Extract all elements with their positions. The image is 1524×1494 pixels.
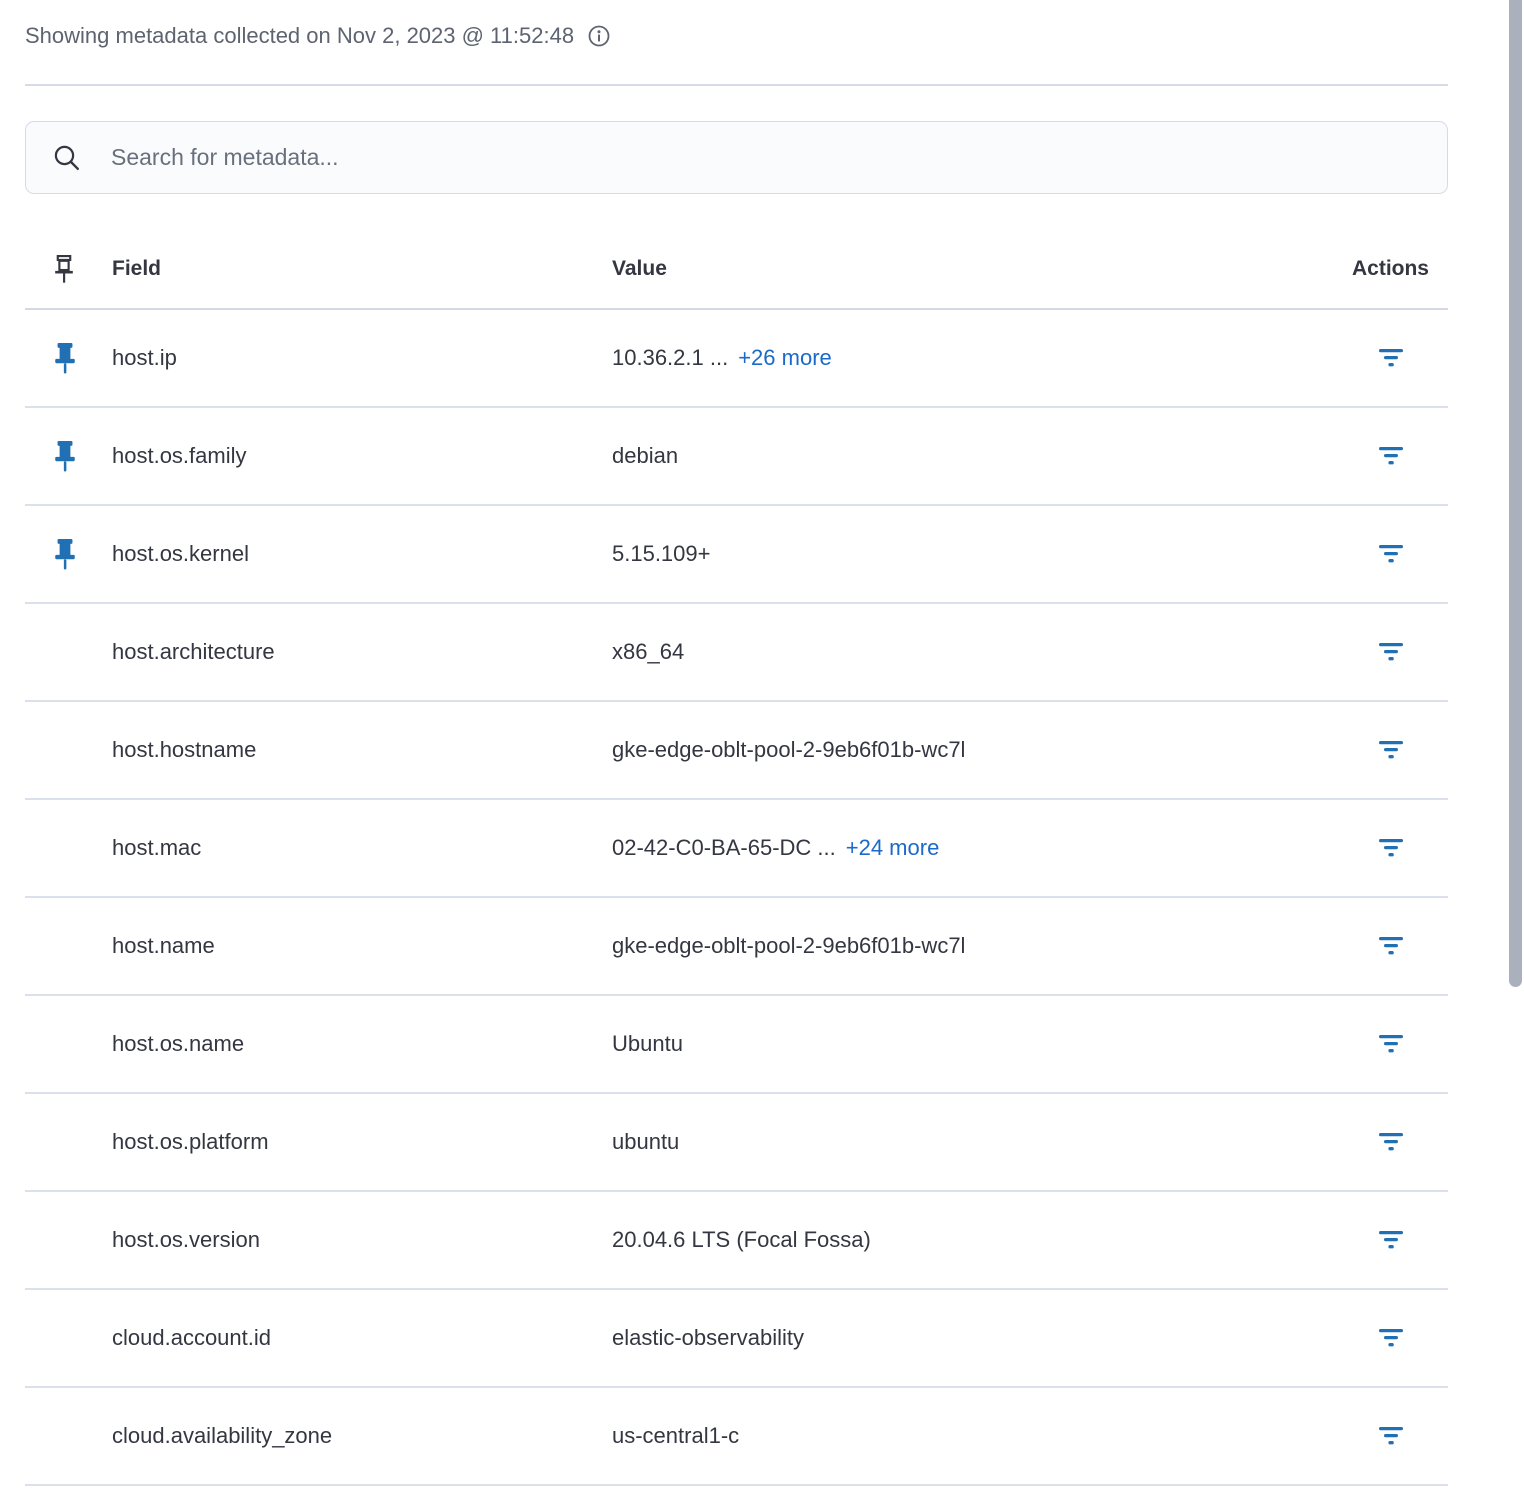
table-row <box>25 408 1448 506</box>
table-row <box>25 996 1448 1094</box>
field-name: cloud.account.id <box>112 1325 271 1350</box>
filter-for-value-button[interactable] <box>1373 931 1409 961</box>
table-row <box>25 1388 1448 1486</box>
pin-column-header <box>25 255 112 284</box>
table-row <box>25 310 1448 408</box>
filter-for-value-button[interactable] <box>1373 1029 1409 1059</box>
field-value: 10.36.2.1 ... <box>612 345 729 370</box>
table-row <box>25 1192 1448 1290</box>
pin-filled-icon[interactable] <box>53 441 77 472</box>
field-name: host.os.kernel <box>112 541 249 566</box>
field-value: us-central1-c <box>612 1423 740 1448</box>
table-row <box>25 702 1448 800</box>
more-values-link[interactable]: +24 more <box>845 835 940 860</box>
field-value: 02-42-C0-BA-65-DC ... <box>612 835 836 860</box>
metadata-collected-status: Showing metadata collected on Nov 2, 2023 @ 11:52:48 <box>25 23 575 48</box>
field-name: host.os.family <box>112 443 247 468</box>
table-row <box>25 1290 1448 1388</box>
pin-icon <box>53 255 75 284</box>
field-name: cloud.availability_zone <box>112 1423 333 1448</box>
table-header-row <box>25 230 1448 310</box>
field-name: host.name <box>112 933 215 958</box>
filter-for-value-button[interactable] <box>1373 343 1409 373</box>
field-name: host.hostname <box>112 737 257 762</box>
field-value: gke-edge-oblt-pool-2-9eb6f01b-wc7l <box>612 737 966 762</box>
filter-for-value-button[interactable] <box>1373 1225 1409 1255</box>
table-row <box>25 604 1448 702</box>
more-values-link[interactable]: +26 more <box>738 345 832 370</box>
filter-for-value-button[interactable] <box>1373 637 1409 667</box>
search-icon <box>53 144 81 172</box>
field-name: host.os.name <box>112 1031 245 1056</box>
filter-for-value-button[interactable] <box>1373 735 1409 765</box>
metadata-panel <box>25 0 1448 1486</box>
metadata-search-box <box>25 121 1448 194</box>
field-name: host.ip <box>112 345 177 370</box>
field-value: gke-edge-oblt-pool-2-9eb6f01b-wc7l <box>612 933 966 958</box>
table-row <box>25 800 1448 898</box>
value-column-header: Value <box>612 257 667 280</box>
field-name: host.mac <box>112 835 202 860</box>
info-icon[interactable] <box>588 25 610 47</box>
actions-column-header: Actions <box>1351 257 1429 280</box>
field-name: host.os.version <box>112 1227 260 1252</box>
filter-for-value-button[interactable] <box>1373 539 1409 569</box>
filter-for-value-button[interactable] <box>1373 833 1409 863</box>
filter-for-value-button[interactable] <box>1373 1127 1409 1157</box>
field-value: 5.15.109+ <box>612 541 711 566</box>
field-value: ubuntu <box>612 1129 680 1154</box>
field-column-header: Field <box>112 257 162 280</box>
field-value: Ubuntu <box>612 1031 683 1056</box>
pin-filled-icon[interactable] <box>53 539 77 570</box>
field-name: host.os.platform <box>112 1129 269 1154</box>
metadata-table <box>25 230 1448 1486</box>
search-input[interactable] <box>109 143 1427 172</box>
field-value: debian <box>612 443 679 468</box>
table-row <box>25 898 1448 996</box>
field-value: elastic-observability <box>612 1325 804 1350</box>
metadata-status-row <box>25 0 1448 50</box>
field-name: host.architecture <box>112 639 275 664</box>
field-value: x86_64 <box>612 639 685 664</box>
filter-for-value-button[interactable] <box>1373 1323 1409 1353</box>
table-row <box>25 1094 1448 1192</box>
pin-filled-icon[interactable] <box>53 343 77 374</box>
field-value: 20.04.6 LTS (Focal Fossa) <box>612 1227 871 1252</box>
table-row <box>25 506 1448 604</box>
filter-for-value-button[interactable] <box>1373 1421 1409 1451</box>
header-divider <box>25 84 1448 86</box>
vertical-scrollbar[interactable] <box>1509 0 1522 987</box>
filter-for-value-button[interactable] <box>1373 441 1409 471</box>
